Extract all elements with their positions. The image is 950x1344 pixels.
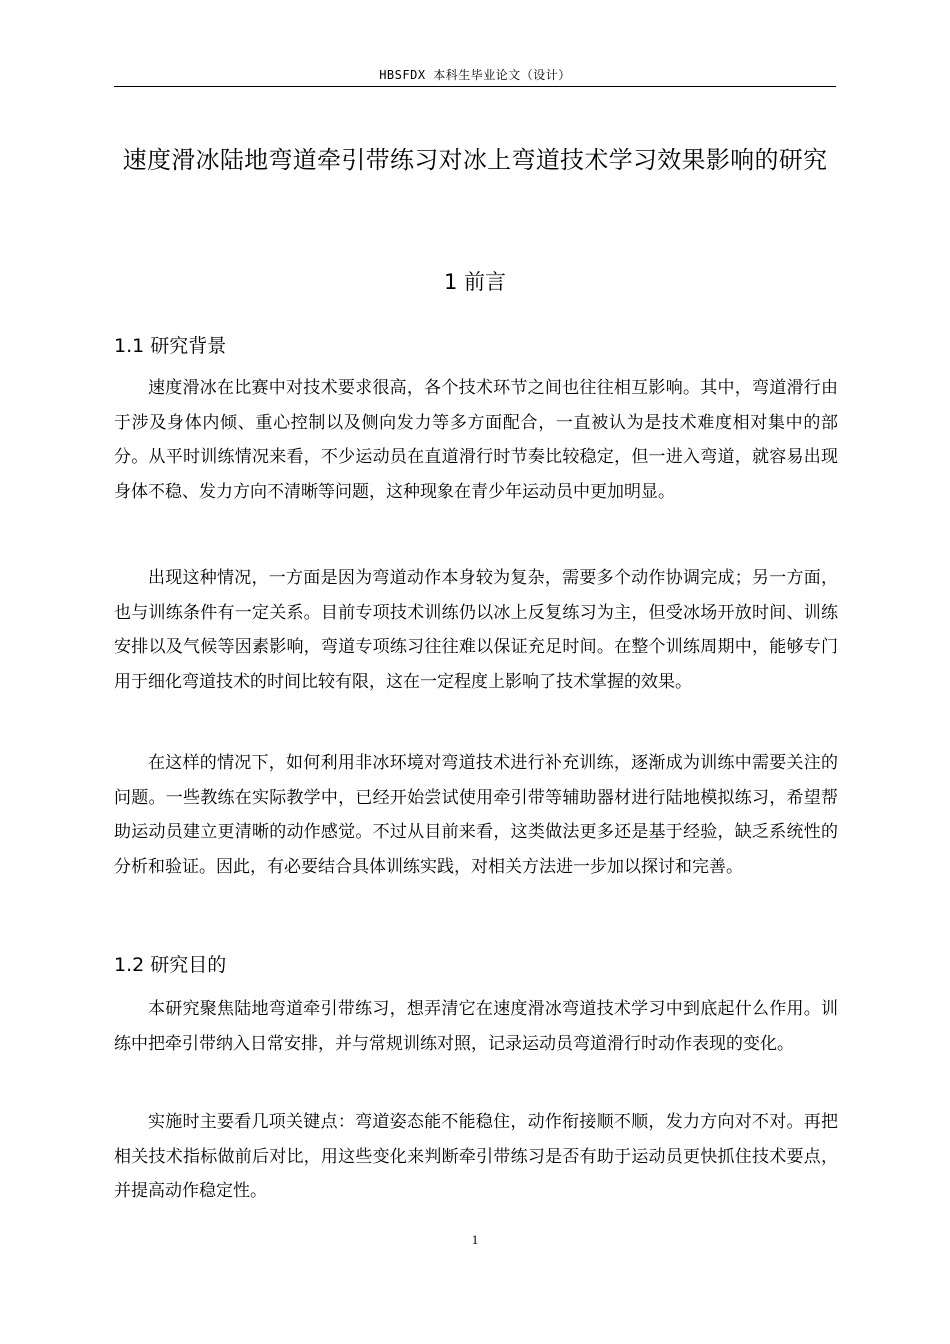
chapter-heading: 1 前言 [443, 270, 507, 294]
paragraph: 出现这种情况，一方面是因为弯道动作本身较为复杂，需要多个动作协调完成；另一方面，也与训练条件有一定关系。目前专项技术训练仍以冰上反复练习为主，但受冰场开放时间、训练安排以及气候等因素影响，弯道专项练习往往难以保证充足时间。在整个训练周期中，能够专门用于细化弯道技术的时间比较有限，这在一定程度上影响了技术掌握的效果。 [114, 568, 838, 692]
section-heading-background: 1.1 研究背景 [114, 335, 227, 357]
header-rule [114, 86, 836, 87]
paragraph: 实施时主要看几项关键点：弯道姿态能不能稳住，动作衔接顺不顺，发力方向对不对。再把相关技术指标做前后对比，用这些变化来判断牵引带练习是否有助于运动员更快抓住技术要点，并提高动作稳定性。 [114, 1112, 838, 1201]
running-header: HBSFDX 本科生毕业论文（设计） [379, 68, 571, 82]
paragraph: 速度滑冰在比赛中对技术要求很高，各个技术环节之间也往往相互影响。其中，弯道滑行由于涉及身体内倾、重心控制以及侧向发力等多方面配合，一直被认为是技术难度相对集中的部分。从平时训练情况来看，不少运动员在直道滑行时节奏比较稳定，但一进入弯道，就容易出现身体不稳、发力方向不清晰等问题，这种现象在青少年运动员中更加明显。 [114, 378, 838, 502]
paper-title: 速度滑冰陆地弯道牵引带练习对冰上弯道技术学习效果影响的研究 [122, 146, 828, 174]
paragraph: 本研究聚焦陆地弯道牵引带练习，想弄清它在速度滑冰弯道技术学习中到底起什么作用。训练中把牵引带纳入日常安排，并与常规训练对照，记录运动员弯道滑行时动作表现的变化。 [114, 999, 838, 1054]
paragraph: 在这样的情况下，如何利用非冰环境对弯道技术进行补充训练，逐渐成为训练中需要关注的问题。一些教练在实际教学中，已经开始尝试使用牵引带等辅助器材进行陆地模拟练习，希望帮助运动员建立更清晰的动作感觉。不过从目前来看，这类做法更多还是基于经验，缺乏系统性的分析和验证。因此，有必要结合具体训练实践，对相关方法进一步加以探讨和完善。 [114, 753, 838, 877]
section-heading-purpose: 1.2 研究目的 [114, 954, 227, 976]
page-number: 1 [471, 1232, 479, 1247]
